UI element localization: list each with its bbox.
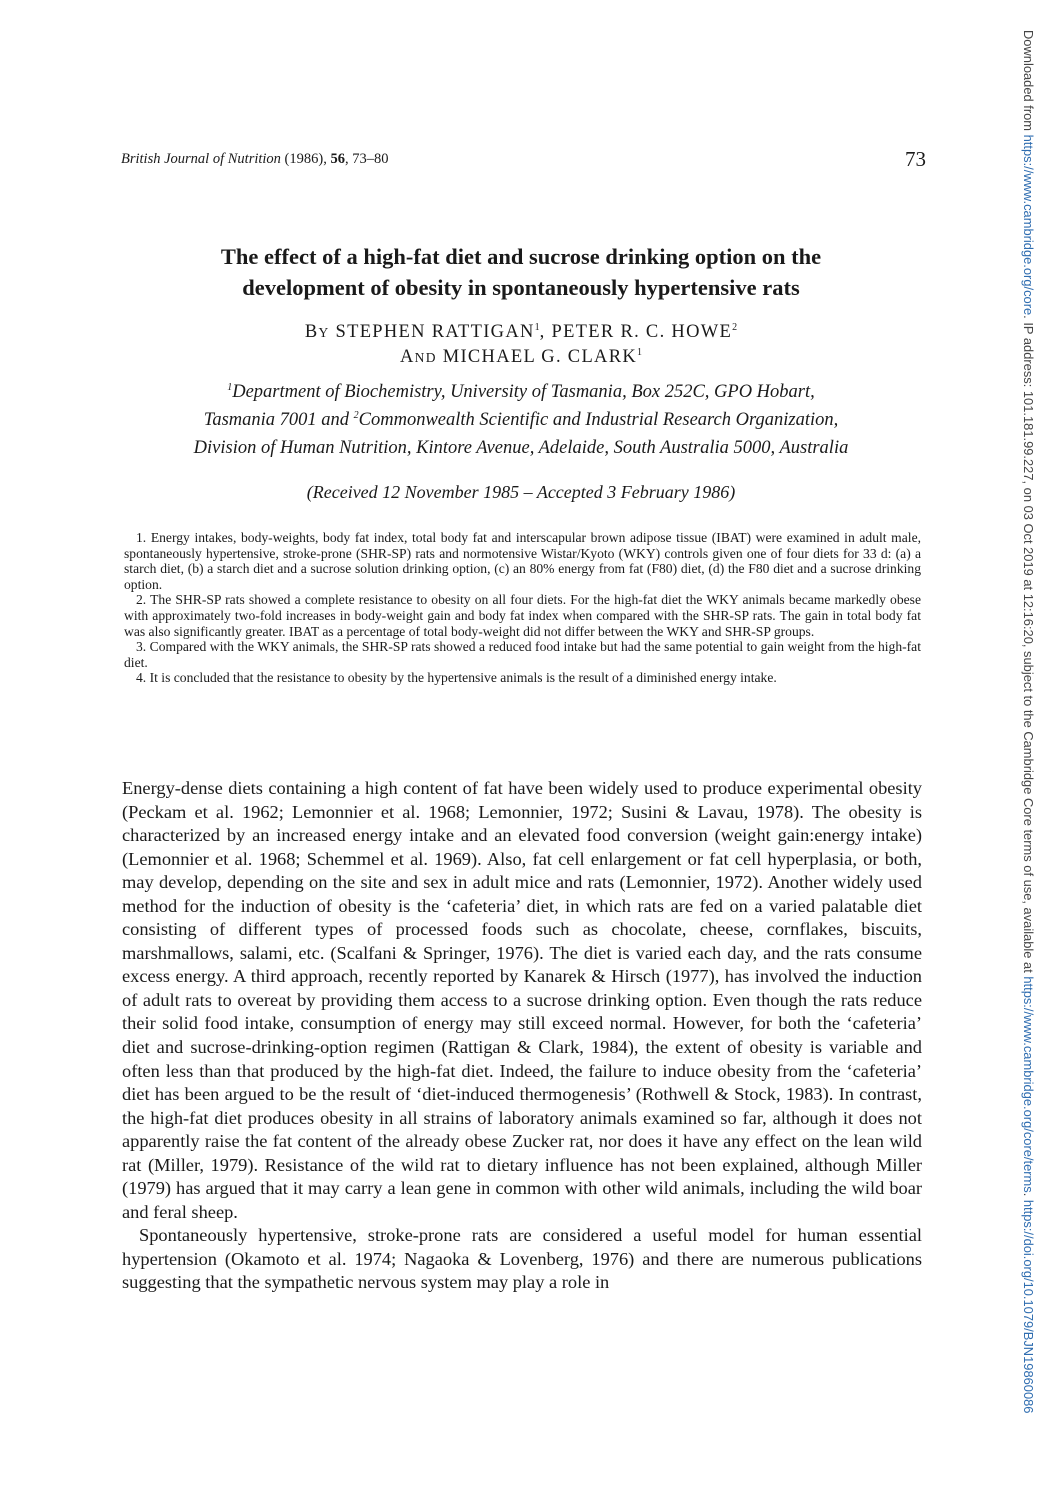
- affil-marker-2: 2: [353, 409, 359, 421]
- journal-volume: 56: [330, 151, 345, 167]
- and-initial: A: [399, 347, 415, 367]
- cambridge-core-link[interactable]: https://www.cambridge.org/core: [1021, 134, 1036, 316]
- received-dates: (Received 12 November 1985 – Accepted 3 February 1986): [306, 482, 736, 502]
- author-rattigan: STEPHEN RATTIGAN: [329, 322, 535, 342]
- affil-text-1: Department of Biochemistry, University of Tasmania, Box 252C, GPO Hobart,: [232, 382, 815, 402]
- link-separator: .: [1021, 1192, 1036, 1200]
- author-list: [121, 320, 921, 370]
- abstract-point-2: 2. The SHR-SP rats showed a complete resistance to obesity on all four diets. For the high-fat diet the WKY animals became markedly obese with approximately two-fold increases in body-weight gain and body fat index when compared with the SHR-SP rats. The gain in total body fat was also significantly greater. IBAT as a percentage of total body-weight did not differ between the WKY and SHR-SP groups.: [124, 592, 921, 639]
- journal-name: British Journal of Nutrition: [121, 151, 281, 167]
- author-howe: , PETER R. C. HOWE: [539, 322, 733, 342]
- download-notice: [1021, 30, 1036, 1413]
- author-clark: MICHAEL G. CLARK: [436, 347, 638, 367]
- body-paragraph-1: Energy-dense diets containing a high content of fat have been widely used to produce experimental obesity (Peckam et al. 1962; Lemonnier et al. 1968; Lemonnier, 1972; Susini & Lavau, 1978). The obesity is characterized by an increased energy intake and an elevated food conversion (weight gain:energy intake) (Lemonnier et al. 1968; Schemmel et al. 1969). Also, fat cell enlargement or fat cell hyperplasia, or both, may develop, depending on the site and sex in adult mice and rats (Lemonnier, 1972). Another widely used method for the induction of obesity is the ‘cafeteria’ diet, in which rats are fed on a varied palatable diet consisting of different types of processed foods such as chocolate, cheese, cornflakes, biscuits, marshmallows, salami, etc. (Scalfani & Springer, 1976). The diet is varied each day, and the rats consume excess energy. A third approach, recently reported by Kanarek & Hirsch (1977), has involved the induction of adult rats to overeat by providing them access to a sucrose drinking option. Even though the rats reduce their solid food intake, consumption of energy may still exceed normal. However, for both the ‘cafeteria’ diet and sucrose-drinking-option regimen (Rattigan & Clark, 1984), the extent of obesity is variable and often less than that produced by the high-fat diet. Indeed, the failure to induce obesity from the ‘cafeteria’ diet has been argued to be the result of ‘diet-induced thermogenesis’ (Rothwell & Stock, 1983). In contrast, the high-fat diet produces obesity in all strains of laboratory animals examined so far, although it does not apparently raise the fat content of the already obese Zucker rat, nor does it have any effect on the lean wild rat (Miller, 1979). Resistance of the wild rat to dietary influence has not been explained, although Miller (1979) has argued that it may carry a lean gene in common with other wild animals, including the wild boar and feral sheep.: [122, 778, 922, 1222]
- by-initial: B: [304, 322, 319, 342]
- author-howe-affil: 2: [732, 321, 738, 333]
- article-title: [121, 241, 921, 303]
- affiliation-line-2: [121, 406, 921, 434]
- and-rest: ND: [414, 350, 437, 365]
- terms-link[interactable]: https://www.cambridge.org/core/terms: [1021, 976, 1036, 1193]
- journal-citation: [121, 151, 388, 168]
- affiliation-line-3: Division of Human Nutrition, Kintore Avenue, Adelaide, South Australia 5000, Australia: [193, 438, 849, 458]
- author-rattigan-affil: 1: [534, 321, 540, 333]
- page-number: 73: [905, 147, 926, 171]
- by-rest: Y: [318, 325, 330, 340]
- author-line-2: [121, 345, 921, 370]
- affil-text-2b: Commonwealth Scientific and Industrial Research Organization,: [358, 410, 839, 430]
- journal-year: (1986),: [280, 151, 331, 167]
- title-line-1: The effect of a high-fat diet and sucrose drinking option on the: [220, 244, 822, 269]
- affil-marker-1: 1: [227, 381, 233, 393]
- abstract-point-1: 1. Energy intakes, body-weights, body fat index, total body fat and interscapular brown adipose tissue (IBAT) were examined in adult male, spontaneously hypertensive, stroke-prone (SHR-SP) rats and normotensive Wistar/Kyoto (WKY) controls given one of four diets for 33 d: (a) a starch diet, (b) a starch diet and a sucrose solution drinking option, (c) an 80% energy from fat (F80) diet, (d) the F80 diet and a sucrose drinking option.: [124, 530, 921, 592]
- affiliation-line-1: [121, 378, 921, 406]
- download-ip-text: . IP address: 101.181.99.227, on 03 Oct 2019 at 12:16:20, subject to the Cambridge Core terms of use, available at: [1021, 315, 1036, 977]
- journal-pages: , 73–80: [344, 151, 389, 167]
- body-text: [122, 777, 922, 1295]
- affiliations: [121, 378, 921, 462]
- abstract-point-4: 4. It is concluded that the resistance to obesity by the hypertensive animals is the result of a diminished energy intake.: [136, 670, 777, 686]
- body-paragraph-2: Spontaneously hypertensive, stroke-prone rats are considered a useful model for human essential hypertension (Okamoto et al. 1974; Nagaoka & Lovenberg, 1976) and there are numerous publications suggesting that the sympathetic nervous system may play a role in: [122, 1225, 922, 1293]
- author-clark-affil: 1: [637, 346, 643, 358]
- affil-text-2a: Tasmania 7001 and: [203, 410, 354, 430]
- download-prefix: Downloaded from: [1021, 30, 1036, 135]
- abstract: [124, 530, 921, 686]
- author-line-1: [121, 320, 921, 345]
- doi-link[interactable]: https://doi.org/10.1079/BJN19860086: [1021, 1199, 1036, 1414]
- abstract-point-3: 3. Compared with the WKY animals, the SHR-SP rats showed a reduced food intake but had the same potential to gain weight from the high-fat diet.: [124, 639, 921, 670]
- title-line-2: development of obesity in spontaneously hypertensive rats: [242, 275, 800, 300]
